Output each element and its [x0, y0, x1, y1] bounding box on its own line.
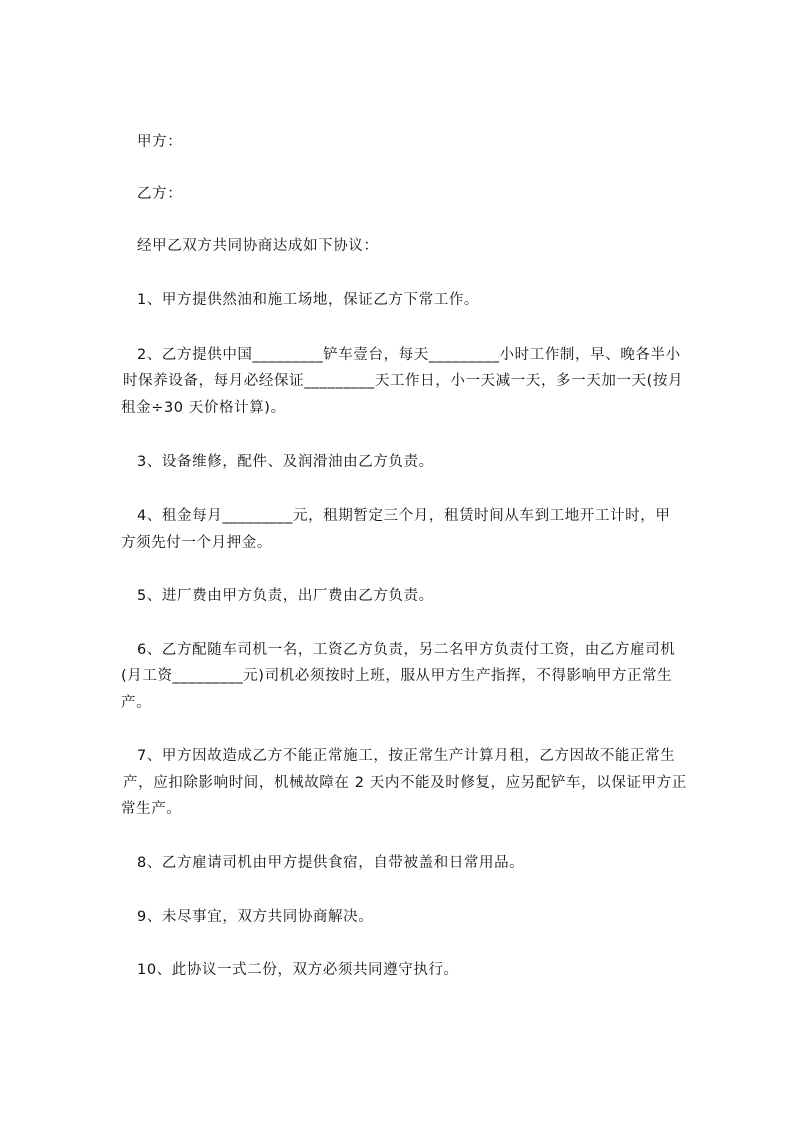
clause-6-line-3: 产。: [121, 695, 152, 711]
party-a-label: 甲方：: [137, 134, 183, 150]
clause-2-line-2: 时保养设备，每月必经保证_________天工作日，小一天减一天，多一天加一天(按月: [123, 373, 684, 389]
clause-5-line-1: 5、进厂费由甲方负责，出厂费由乙方负责。: [137, 588, 434, 604]
clause-2-line-3: 租金÷30 天价格计算)。: [121, 400, 286, 416]
clause-4-line-1: 4、租金每月_________元，租期暂定三个月，租赁时间从车到工地开工计时，甲: [137, 508, 671, 524]
clause-7-line-2: 产，应扣除影响时间，机械故障在 2 天内不能及时修复，应另配铲车，以保证甲方正: [123, 775, 687, 791]
clause-1-line-1: 1、甲方提供然油和施工场地，保证乙方下常工作。: [137, 292, 480, 308]
clause-9-line-1: 9、未尽事宜，双方共同协商解决。: [137, 909, 374, 925]
clause-8-line-1: 8、乙方雇请司机由甲方提供食宿，自带被盖和日常用品。: [137, 855, 525, 871]
party-b-label: 乙方：: [137, 186, 183, 202]
clause-2-line-1: 2、乙方提供中国_________铲车壹台，每天_________小时工作制，早、晚各半小: [137, 347, 681, 363]
clause-10-line-1: 10、此协议一式二份，双方必须共同遵守执行。: [137, 962, 459, 978]
clause-7-line-1: 7、甲方因故造成乙方不能正常施工，按正常生产计算月租，乙方因故不能正常生: [137, 748, 676, 764]
clause-3-line-1: 3、设备维修，配件、及润滑油由乙方负责。: [137, 454, 434, 470]
clause-6-line-2: (月工资_________元)司机必须按时上班，服从甲方生产指挥，不得影响甲方正常生: [121, 668, 673, 684]
clause-7-line-3: 常生产。: [121, 801, 182, 817]
intro-text: 经甲乙双方共同协商达成如下协议：: [137, 238, 379, 254]
clause-4-line-2: 方须先付一个月押金。: [121, 535, 272, 551]
clause-6-line-1: 6、乙方配随车司机一名，工资乙方负责，另二名甲方负责付工资，由乙方雇司机: [137, 642, 676, 658]
